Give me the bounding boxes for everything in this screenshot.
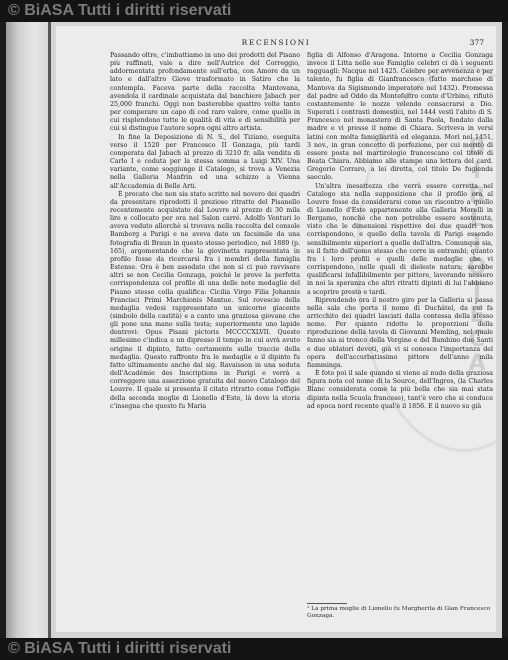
footnote: ¹ La prima moglie di Lionello fu Margherita di Gian Francesco Gonzaga. [307,606,491,620]
library-stamp-lettering: B I B L I O T E C A [467,135,487,376]
book-gutter-edge [48,22,51,638]
paragraph: Riprendendo ora il nostro giro per la Galleria si passa nella sala che porta il nome di Duchâtel, da cui fa arricchito dei quadri lasciati dalla contessa della stesso nome. Per quanto ridotte le proporzioni della riproduzione della tavola di Giovanni Memling, nel quale fanno sia ai tronco della Vergine e del Bambino due Santi e due oblatori devoti, già vi si conosce l'importanza del opera dell'accurbatissimo pittore dell'anno mila fiamminga. [307,296,493,369]
footnote-divider [307,603,347,604]
watermark-banner-top: © BiASA Tutti i diritti riservati [0,0,508,22]
page-sheet [56,26,496,632]
paragraph: Un'altra inesattezza che verrà essere corretta nel Catalogo sta nella supposizione che il profilo ora al Louvre fosse da considerarsi come un riscontro a quello di Lionello d'Este appartenente alla Galleria Morelli in Bergamo, nonchè che non potrebbe essere sostenuta, visto che le dimensioni rispettive dei due quadri non corrispondono, e quello della tavola di Parigi essendo sensibilmente superiori a quelle dell'altra. Comunque sia, su il fatto dell'uomo stesso che corre in entrambi; quanto fra i loro profili e quelli delle medaglie che vi corrispondono, nelle quali di dieleste natura; sarebbe qualificarsi infallibilmente per pittore, lavorando nessero in noi la speranza che altri ritratti dipinti di lui l'abbiano a scoprire presto e tardi. [307,182,493,296]
paragraph: È foto poi il sale quando si viene al nudo della graziosa figura nota col nome di la Source, dell'Ingres, (la Charles Blanc considerata come la più bella che sia mai stata dipinta nella Scuola francese), tant'è vero che si conduce ad epoca nord recente qual'è il 1856. E il nuovo su già [307,370,493,410]
left-text-column [110,52,300,612]
paragraph: In fine la Deposizione di N. S., del Tiziano, eseguita verso il 1520 per Francesco II Gonzaga, più tardi comperata dal Jabach al prezzo di 3210 fr. alla vendita di Carlo I e ceduta per la stessa somma a Luigi XIV. Una variante, come soggiunge il Catalogo, si trova a Venezia nella Galleria Manfrin ed una schizzo a Vienna all'Accademia di Belle Arti. [110,133,300,190]
running-head: RECENSIONI [241,38,311,47]
scanned-page [6,22,502,638]
right-text-column [307,52,493,612]
paragraph: figlia di Alfonso d'Aragona. Intorno a Cecilia Gonzaga invece il Litta nelle sue Famiglie celebri ci dà i seguenti ragguagli: Nacque nel 1425. Celebre per avvenenza e per talento, fu figlia di Gianfrancesco (fatto marchese di Mantova da Sigismondo imperatore nel 1432). Promessa dal padre ad Oddo da Montefeltro conte d'Urbino, rifiutò costantemente le nozze volendo consacrarsi a Dio. Superati i contrasti domestici, nel 1444 vestì l'abito di S. Francesco nel monastero di Santa Paola, fondato dalla madre e vi presse il nome di Chiara. Scriveva in versi latini con molta famigliarità ed eleganza. Morì nel 1451, 3 nov., in gran concetto di perfezione, per cui meritò di essere posta nel martirologio francescano col titolo di Beata Chiara. Abbiamo alle stampe una lettera del card. Gregorio Corraro, a lei diretta, col titolo De fugienda saeculo. [307,52,493,182]
page-number: 377 [469,38,484,47]
paragraph: Passando oltre, c'imbattiamo in uno dei prodotti del Pisano più raffinati, vale a dire nell'Autrice del Correggio, addormentata profondamente sull'erba, con Amore da un lato e dall'altro Giove trasformato in Satiro che la contempla. Faceva parte della raccolta Mantovana, avendola il cardinale acquistata dal banchiere Jabach per 25,000 franchi. Oggi non basterebbe quattro volte tanto per comperare un capo di cod raro valore, come quello in cui risplendono tutte le qualità di vita e di sensibilità per cui si distingue l'autore sopra ogni altro artista. [110,52,300,133]
watermark-banner-bottom: © BiASA Tutti i diritti riservati [0,638,508,660]
paragraph: È precato che non sia stato scritto nel novero dei quadri da presentare riprodotti il prezioso ritratto del Pisanello recentemente acquistato dal Louvre al prezzo di 30 mila lire e collocato per ora nel Salon carré. Adolfo Venturi lo aveva veduto allorchè si trovava nella raccolta del console Bamberg a Parigi e ne aveva dato un facsimile da una fotografia di Braun in questo stesso periodico, nel 1889 (p. 165), argomentando che la giovinetta rappresentata in profilo fosse da ricercarsi fra i membri della famiglia Estense. Ora è ben assodato che non si ci può ravvisare altri se non Cecilia Gonzaga, poichè le prove la perfetta corrispondenza col profilo di una delle note medaglie del Pisano stesso colla qualifica: Cicilia Virgo Filia Johannis Francisci Primi Marchionis Mantue. Sul rovescio della medaglia vedesi rappresentato un unicorno giacente (simbolo della castità) e a canto una graziosa giovane che gli pone una mano sulla testa; superiormente uno lapide dentrovi: Opus Pisani pictoris MCCCCXLVII. Questo millesimo c'indica a un dipresso il tempo in cui avrà avuto origine il dipinto, fatto certamente sulle traccie della medaglia. Questo raffronto fra le medaglie e il dipinto fu fatto ultimamente anche dal sig. Ravaisson in una seduta dell'Académie des Inscriptions in Parigi e verrà a correggere una asserzione gratuita del nuovo Catalogo del Louvre. Il quale si presenta il citato ritratto come l'effigie della seconda moglie di Lionello d'Este, là dove la storia c'insegna che questo fu Maria [110,190,300,410]
book-spine-shadow [6,22,54,638]
